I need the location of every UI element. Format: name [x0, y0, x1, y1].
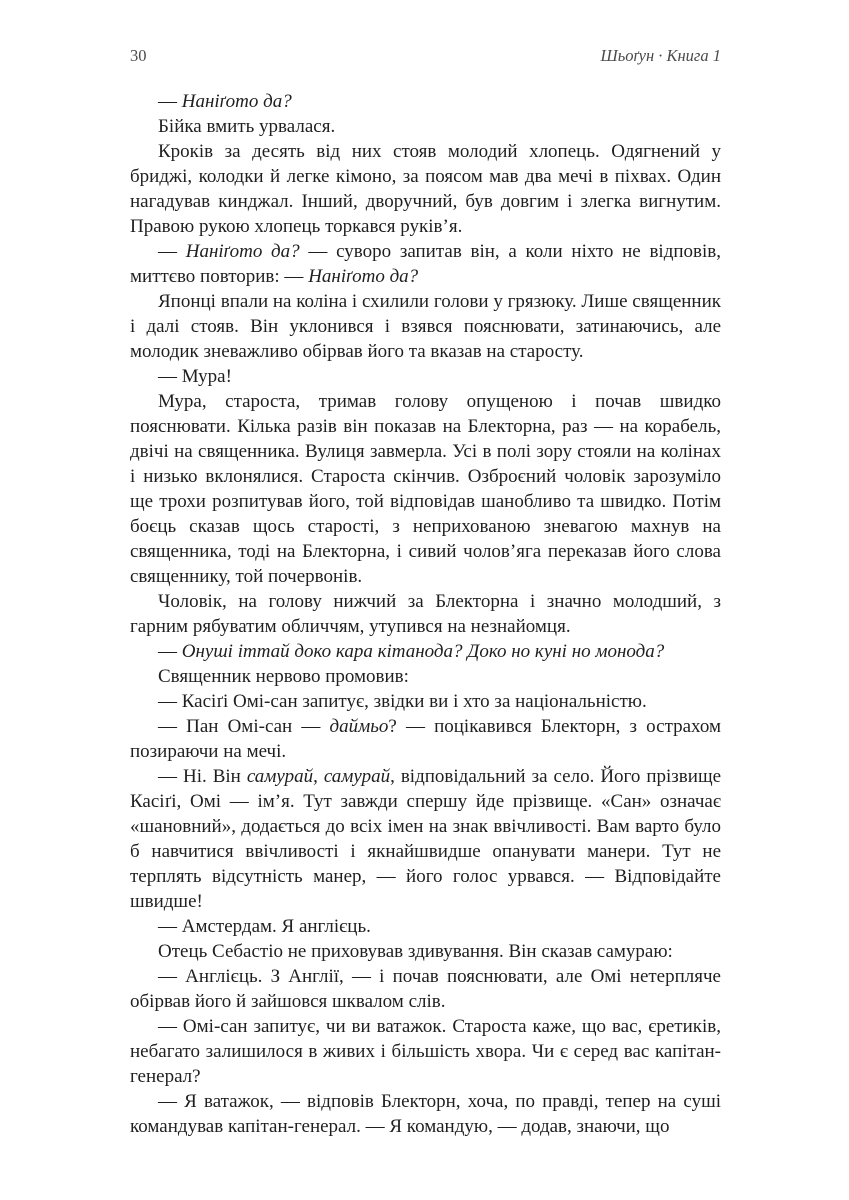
- text-run: Отець Себастіо не приховував здивування. Він сказав самураю:: [158, 941, 673, 962]
- text-run: — суворо запитав він, а коли ніхто не відповів, миттєво повторив: —: [130, 241, 722, 287]
- paragraph: [130, 714, 721, 764]
- paragraph: [130, 114, 721, 139]
- text-run: — Англієць. З Англії, — і почав пояснювати, але Омі нетерпляче обірвав його й зайшовся шквалом слів.: [130, 966, 721, 1012]
- paragraph: [130, 639, 721, 664]
- text-run: — Касіґі Омі-сан запитує, звідки ви і хто за національністю.: [158, 691, 647, 712]
- paragraph: [130, 289, 721, 364]
- paragraph: [130, 1089, 721, 1139]
- text-run: , відповідальний за село. Його прізвище Касіґі, Омі — ім’я. Тут завжди спершу йде прізвище. «Сан» означає «шановний», додається до всіх імен на знак ввічливості. Вам варто було б навчитися ввічливості і якнайшвидше опанувати манери. Тут не терплять відсутність манер, — його голос урвався. — Відповідайте швидше!: [130, 766, 722, 912]
- paragraph: [130, 389, 721, 589]
- paragraph: [130, 764, 721, 914]
- text-run: — Ні. Він: [158, 766, 247, 787]
- text-run: Кроків за десять від них стояв молодий хлопець. Одягнений у бриджі, колодки й легке кімоно, за поясом мав два мечі в піхвах. Один нагадував кинджал. Інший, дворучний, був довгим і злегка вигнутим. Правою рукою хлопець торкався руків’я.: [130, 141, 721, 237]
- running-title: Шьоґун · Книга 1: [600, 46, 721, 65]
- italic-text-run: Наніґото да?: [181, 91, 292, 112]
- text-run: ,: [313, 766, 324, 787]
- italic-text-run: Наніґото да?: [308, 266, 419, 287]
- paragraph: [130, 939, 721, 964]
- text-run: —: [158, 241, 186, 262]
- paragraph: [130, 589, 721, 639]
- text-run: — Я ватажок, — відповів Блекторн, хоча, по правді, тепер на суші командував капітан-генерал. — Я командую, — додав, знаючи, що: [130, 1091, 721, 1137]
- paragraph: [130, 89, 721, 114]
- text-run: — Мура!: [158, 366, 232, 387]
- text-run: —: [158, 91, 182, 112]
- page-header: [130, 46, 721, 66]
- paragraph: [130, 664, 721, 689]
- text-run: Японці впали на коліна і схилили голови у грязюку. Лише священник і далі стояв. Він уклонився і взявся пояснювати, затинаючись, але молодик зневажливо обірвав його та вказав на старосту.: [130, 291, 721, 362]
- text-run: — Омі-сан запитує, чи ви ватажок. Староста каже, що вас, єретиків, небагато залишилося в живих і більшість хвора. Чи є серед вас капітан-генерал?: [130, 1016, 721, 1087]
- italic-text-run: самурай: [246, 766, 314, 787]
- paragraph: [130, 364, 721, 389]
- paragraph: [130, 689, 721, 714]
- paragraph: [130, 1014, 721, 1089]
- italic-text-run: даймьо: [329, 716, 389, 737]
- text-run: Чоловік, на голову нижчий за Блекторна і значно молодший, з гарним рябуватим обличчям, утупився на незнайомця.: [130, 591, 721, 637]
- text-run: Бійка вмить урвалася.: [158, 116, 336, 137]
- page-number: 30: [130, 46, 147, 65]
- text-run: — Амстердам. Я англієць.: [158, 916, 371, 937]
- text-run: Мура, староста, тримав голову опущеною і почав швидко пояснювати. Кілька разів він показав на Блекторна, раз — на корабель, двічі на священника. Вулиця завмерла. Усі в полі зору стояли на колінах і низько вклонялися. Староста скінчив. Озброєний чоловік зарозуміло ще трохи розпитував його, той відповідав шанобливо та швидко. Потім боєць сказав щось старості, з неприхованою зневагою махнув на священника, тоді на Блекторна, і сивий чолов’яга переказав його слова священнику, той почервонів.: [130, 391, 721, 587]
- page-body: [130, 89, 721, 1139]
- paragraph: [130, 239, 721, 289]
- paragraph: [130, 914, 721, 939]
- text-run: ? — поцікавився Блекторн, з острахом позираючи на мечі.: [130, 716, 721, 762]
- paragraph: [130, 964, 721, 1014]
- text-run: Священник нервово промовив:: [158, 666, 409, 687]
- paragraph: [130, 139, 721, 239]
- italic-text-run: Онуші іттай доко кара кітанода? Доко но куні но монода?: [181, 641, 665, 662]
- text-run: —: [158, 641, 182, 662]
- italic-text-run: Наніґото да?: [185, 241, 300, 262]
- italic-text-run: самурай: [323, 766, 391, 787]
- text-run: — Пан Омі-сан —: [158, 716, 330, 737]
